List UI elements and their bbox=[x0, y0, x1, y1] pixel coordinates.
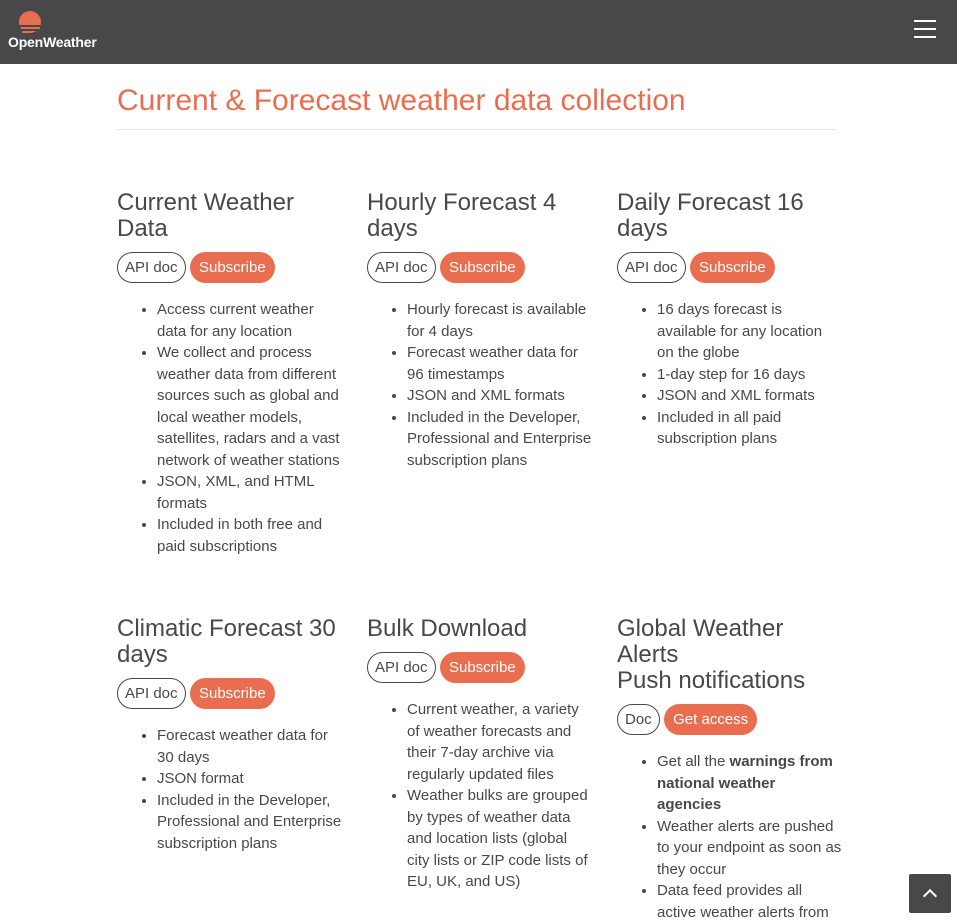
subscribe-button[interactable]: Subscribe bbox=[190, 678, 275, 709]
list-item: • Current weather, a variety of weather forecasts and their 7-day archive via regularly updated files bbox=[407, 699, 592, 785]
card-title-line: Push notifications bbox=[617, 667, 806, 694]
list-item-text: Get all the bbox=[657, 753, 730, 770]
feature-list bbox=[617, 299, 842, 450]
card-title: Bulk Download bbox=[367, 615, 528, 642]
openweather-logo[interactable] bbox=[8, 10, 108, 54]
subscribe-button[interactable]: Subscribe bbox=[440, 252, 525, 283]
list-item bbox=[657, 751, 842, 816]
list-item: • Access current weather data for any location bbox=[157, 299, 342, 342]
card-title bbox=[617, 616, 842, 694]
scroll-to-top-button[interactable] bbox=[909, 874, 951, 913]
list-item-bold: warnings from national weather agencies bbox=[657, 753, 833, 813]
list-item: • Included in all paid subscription plans bbox=[657, 407, 842, 450]
card-title: Climatic Forecast 30 days bbox=[117, 615, 336, 668]
list-item: • JSON, XML, and HTML formats bbox=[157, 471, 342, 514]
feature-list bbox=[367, 699, 592, 893]
list-item: • 1-day step for 16 days bbox=[657, 364, 842, 386]
list-item: • JSON and XML formats bbox=[657, 385, 842, 407]
card-title: Daily Forecast 16 days bbox=[617, 189, 804, 242]
get-access-button[interactable]: Get access bbox=[664, 704, 757, 735]
list-item: • Forecast weather data for 96 timestamps bbox=[407, 342, 592, 385]
hamburger-menu-icon[interactable] bbox=[914, 20, 942, 44]
api-doc-button[interactable]: API doc bbox=[367, 252, 436, 283]
list-item: • JSON format bbox=[157, 768, 342, 790]
logo-text: OpenWeather bbox=[8, 34, 97, 50]
list-item: • Hourly forecast is available for 4 days bbox=[407, 299, 592, 342]
list-item: • Included in the Developer, Professional and Enterprise subscription plans bbox=[407, 407, 592, 472]
card-global-weather-alerts bbox=[617, 616, 842, 923]
page-title: Current & Forecast weather data collection bbox=[117, 84, 686, 117]
list-item: • Included in the Developer, Professional and Enterprise subscription plans bbox=[157, 790, 342, 855]
title-divider bbox=[117, 129, 837, 130]
feature-list bbox=[117, 725, 342, 854]
doc-button[interactable]: Doc bbox=[617, 704, 660, 735]
card-hourly-forecast bbox=[367, 190, 592, 471]
feature-list bbox=[367, 299, 592, 471]
feature-list bbox=[617, 751, 842, 923]
subscribe-button[interactable]: Subscribe bbox=[690, 252, 775, 283]
card-title: Hourly Forecast 4 days bbox=[367, 189, 557, 242]
api-doc-button[interactable]: API doc bbox=[617, 252, 686, 283]
card-daily-forecast bbox=[617, 190, 842, 450]
api-doc-button[interactable]: API doc bbox=[117, 252, 186, 283]
card-title: Current Weather Data bbox=[117, 189, 294, 242]
list-item: • JSON and XML formats bbox=[407, 385, 592, 407]
feature-list bbox=[117, 299, 342, 557]
api-doc-button[interactable]: API doc bbox=[117, 678, 186, 709]
list-item: • Weather alerts are pushed to your endpoint as soon as they occur bbox=[657, 816, 842, 881]
api-doc-button[interactable]: API doc bbox=[367, 652, 436, 683]
list-item: • Weather bulks are grouped by types of weather data and location lists (global city lists or ZIP code lists of EU, UK, and US) bbox=[407, 785, 592, 893]
list-item: • Forecast weather data for 30 days bbox=[157, 725, 342, 768]
list-item: • We collect and process weather data from different sources such as global and local weather models, satellites, radars and a vast network of weather stations bbox=[157, 342, 342, 471]
list-item: • Included in both free and paid subscriptions bbox=[157, 514, 342, 557]
list-item: • 16 days forecast is available for any location on the globe bbox=[657, 299, 842, 364]
card-title-line: Global Weather Alerts bbox=[617, 615, 784, 668]
subscribe-button[interactable]: Subscribe bbox=[440, 652, 525, 683]
top-navbar bbox=[0, 0, 957, 64]
card-bulk-download bbox=[367, 616, 592, 893]
list-item: • Data feed provides all active weather alerts from bbox=[657, 880, 842, 923]
chevron-up-icon bbox=[923, 889, 937, 903]
subscribe-button[interactable]: Subscribe bbox=[190, 252, 275, 283]
card-current-weather bbox=[117, 190, 342, 557]
card-climatic-forecast bbox=[117, 616, 342, 854]
